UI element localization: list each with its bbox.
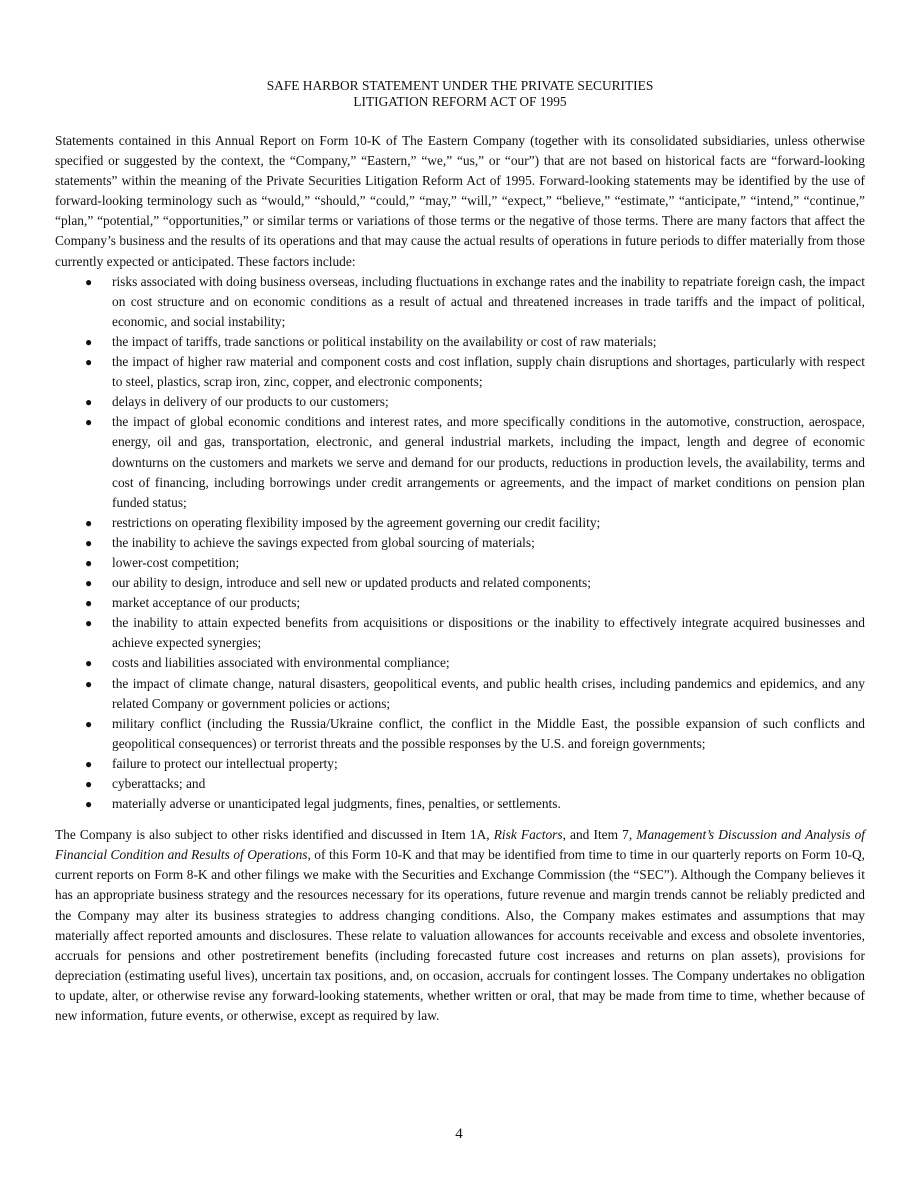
list-item [55,412,865,512]
title-line-1: SAFE HARBOR STATEMENT UNDER THE PRIVATE SECURITIES [266,78,654,93]
bullet-icon: ● [85,555,93,570]
bullet-icon: ● [85,576,93,591]
list-item [55,774,865,794]
bullet-icon: ● [85,355,93,370]
list-item-text: the impact of higher raw material and component costs and cost inflation, supply chain disruptions and shortages, particularly with respect to steel, plastics, scrap iron, zinc, copper, and electronic components; [112,354,865,390]
closing-text-1: The Company is also subject to other risks identified and discussed in Item 1A, [55,827,494,843]
list-item-text: market acceptance of our products; [112,595,301,611]
list-item-text: delays in delivery of our products to our customers; [112,394,389,410]
bullet-icon: ● [85,415,93,430]
bullet-icon: ● [85,395,93,410]
bullet-icon: ● [85,535,93,550]
list-item-text: costs and liabilities associated with environmental compliance; [112,655,450,671]
list-item [55,714,865,754]
list-item [55,553,865,573]
bullet-icon: ● [85,515,93,530]
list-item-text: the impact of climate change, natural disasters, geopolitical events, and public health crises, including pandemics and epidemics, and any related Company or government policies or actions; [112,675,865,711]
list-item [55,593,865,613]
intro-paragraph: Statements contained in this Annual Report on Form 10-K of The Eastern Company (together with its consolidated subsidiaries, unless otherwise specified or suggested by the context, the “Company,” “Eastern,” “we,” “us,” or “our”) that are not based on historical facts are “forward-looking statements” within the meaning of the Private Securities Litigation Reform Act of 1995. Forward-looking statements may be identified by the use of forward-looking terminology such as “would,” “should,” “could,” “may,” “will,” “expect,” “believe,” “estimate,” “anticipate,” “intend,” “continue,” “plan,” “potential,” “opportunities,” or similar terms or variations of those terms or the negative of those terms. There are many factors that affect the Company’s business and the results of its operations and that may cause the actual results of operations in future periods to differ materially from those currently expected or anticipated. These factors include: [55,133,865,269]
list-item [55,794,865,814]
closing-text-3: , of this Form 10-K and that may be identified from time to time in our quarterly reports on Form 10-Q, current reports on Form 8-K and other filings we make with the Securities and Exchange Commission (the “SEC”). Although the Company believes it has an appropriate business strategy and the resources necessary for its operations, future revenue and margin trends cannot be reliably predicted and the Company may alter its business strategies to address changing conditions. Also, the Company makes estimates and assumptions that may materially affect reported amounts and disclosures. These relate to valuation allowances for accounts receivable and excess and obsolete inventories, accruals for pensions and other postretirement benefits (including forecasted future cost increases and returns on plan assets), provisions for depreciation (estimating useful lives), uncertain tax positions, and, on occasion, accruals for contingent losses. The Company undertakes no obligation to update, alter, or otherwise revise any forward-looking statements, whether written or oral, that may be made from time to time, whether because of new information, future events, or otherwise, except as required by law. [55,847,865,1024]
closing-text-2: , and Item 7, [562,827,637,843]
bullet-icon: ● [85,274,93,289]
closing-italic-mdna: Management’s Discussion and Analysis of Financial Condition and Results of Operations [55,827,866,863]
list-item-text: materially adverse or unanticipated legal judgments, fines, penalties, or settlements. [112,796,561,812]
list-item [55,352,865,392]
list-item [55,392,865,412]
list-item-text: military conflict (including the Russia/Ukraine conflict, the conflict in the Middle East, the possible expansion of such conflicts and geopolitical consequences) or terrorist threats and the possible responses by the U.S. and foreign governments; [112,715,865,751]
list-item [55,332,865,352]
list-item-text: the inability to attain expected benefits from acquisitions or dispositions or the inability to effectively integrate acquired businesses and achieve expected synergies; [112,615,865,651]
bullet-icon: ● [85,716,93,731]
list-item [55,533,865,553]
list-item [55,674,865,714]
bullet-icon: ● [85,756,93,771]
list-item [55,754,865,774]
list-item-text: the impact of tariffs, trade sanctions or political instability on the availability or cost of raw materials; [112,333,657,349]
bullet-icon: ● [85,777,93,791]
list-item-text: restrictions on operating flexibility imposed by the agreement governing our credit facility; [112,514,601,530]
closing-italic-risk-factors: Risk Factors [493,827,563,843]
bullet-icon: ● [85,676,93,691]
list-item [55,573,865,593]
list-item [55,513,865,533]
list-item [55,613,865,653]
title-line-2: LITIGATION REFORM ACT OF 1995 [353,94,567,109]
list-item-text: our ability to design, introduce and sell new or updated products and related components; [112,575,591,591]
list-item-text: lower-cost competition; [112,554,240,570]
bullet-icon: ● [85,656,93,671]
list-item-text: failure to protect our intellectual property; [112,755,338,771]
bullet-icon: ● [85,334,93,349]
closing-paragraph [55,825,865,1026]
page-number: 4 [455,1126,463,1142]
list-item-text: the inability to achieve the savings expected from global sourcing of materials; [112,534,535,550]
list-item-text: cyberattacks; and [112,776,206,791]
risk-factor-list [55,272,865,815]
document-title [55,78,865,110]
list-item [55,272,865,332]
bullet-icon: ● [85,797,93,812]
bullet-icon: ● [85,596,93,611]
document-page [55,78,865,1026]
list-item-text: risks associated with doing business overseas, including fluctuations in exchange rates and the inability to repatriate foreign cash, the impact on cost structure and on economic conditions as a result of actual and threatened increases in trade tariffs and the impact of political, economic, and social instability; [112,273,866,329]
list-item [55,653,865,673]
list-item-text: the impact of global economic conditions and interest rates, and more specifically conditions in the automotive, construction, aerospace, energy, oil and gas, transportation, electronic, and general industrial markets, including the impact, length and degree of economic downturns on the customers and markets we serve and demand for our products, reductions in production levels, the availability, terms and cost of financing, including borrowings under credit arrangements or agreements, and the impact of market conditions on pension plan funded status; [112,414,865,510]
bullet-icon: ● [85,616,93,631]
